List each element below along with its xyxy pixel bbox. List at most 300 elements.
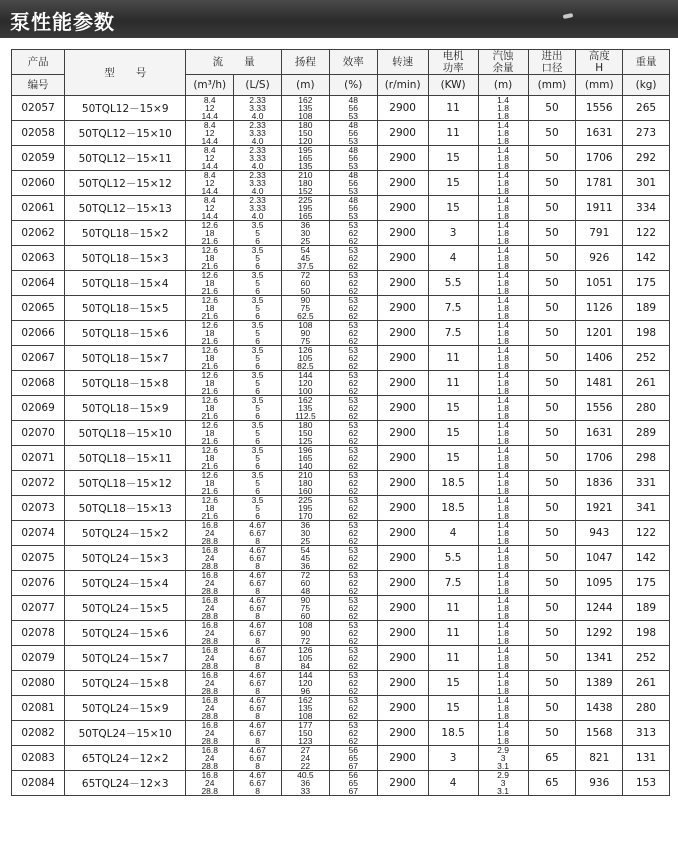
head-cell-value: 54 [300,545,311,555]
flow-ls-cell-value: 6 [255,411,260,421]
flow-m3h-cell-value: 16.8 [201,645,218,655]
npsh-cell [478,496,528,521]
npsh-cell-value: 1.8 [497,453,509,463]
efficiency-cell-value: 62 [348,311,358,321]
efficiency-cell-value: 53 [348,470,358,480]
model-cell: 50TQL24－15×8 [65,671,186,696]
flow-m3h-cell-value: 16.8 [201,770,218,780]
head-cell-value: 90 [300,628,311,638]
head-cell-value: 75 [300,303,311,313]
header-code: 产品 [12,50,65,75]
flow-m3h-cell [186,346,234,371]
efficiency-cell [329,371,377,396]
efficiency-cell-value: 53 [348,520,358,530]
npsh-cell-value: 1.8 [497,478,509,488]
flow-ls-cell [234,696,282,721]
head-cell-value: 36 [300,778,311,788]
flow-ls-cell-value: 3.5 [251,470,264,480]
flow-m3h-cell-value: 28.8 [201,636,218,646]
efficiency-cell-value: 53 [348,220,358,230]
flow-m3h-cell-value: 8.4 [203,145,216,155]
flow-ls-cell-value: 2.33 [249,170,266,180]
height-cell: 1706 [576,146,623,171]
head-cell-value: 150 [298,128,313,138]
table-row [12,246,670,271]
height-cell: 1126 [576,296,623,321]
head-cell [281,746,329,771]
head-cell [281,696,329,721]
weight-cell: 289 [623,421,670,446]
flow-ls-cell-value: 5 [255,403,260,413]
power-cell: 11 [428,96,478,121]
flow-ls-cell-value: 3.5 [251,370,264,380]
npsh-cell-value: 1.8 [497,511,509,521]
flow-ls-cell [234,296,282,321]
npsh-cell-value: 1.8 [497,111,509,121]
header-flow-unit-ls: (L/S) [234,75,282,96]
npsh-cell-value: 1.8 [497,528,509,538]
efficiency-cell [329,121,377,146]
head-cell [281,196,329,221]
efficiency-cell-value: 62 [348,736,358,746]
flow-m3h-cell-value: 14.4 [201,136,218,146]
npsh-cell-value: 1.8 [497,636,509,646]
head-cell-value: 45 [300,253,311,263]
head-cell-value: 135 [298,103,313,113]
header-model: 型 号 [65,50,186,96]
page-title: 泵性能参数 [10,10,115,34]
efficiency-cell-value: 53 [348,345,358,355]
efficiency-cell [329,571,377,596]
efficiency-cell-value: 53 [348,420,358,430]
npsh-cell-value: 1.4 [497,720,509,730]
efficiency-cell-value: 62 [348,328,358,338]
flow-ls-cell-value: 6.67 [249,753,266,763]
header-npsh: 汽蚀 余量 [478,50,528,75]
head-cell [281,646,329,671]
height-cell: 1556 [576,96,623,121]
flow-m3h-cell [186,421,234,446]
efficiency-cell [329,146,377,171]
efficiency-cell-value: 62 [348,378,358,388]
efficiency-cell [329,546,377,571]
npsh-cell-value: 1.8 [497,361,509,371]
npsh-cell-value: 1.4 [497,120,509,130]
flow-m3h-cell-value: 24 [204,728,215,738]
flow-ls-cell [234,521,282,546]
head-cell-value: 105 [298,353,313,363]
npsh-cell-value: 1.8 [497,586,509,596]
npsh-cell [478,146,528,171]
npsh-cell-value: 1.8 [497,436,509,446]
product-code-cell: 02071 [12,446,65,471]
power-cell: 15 [428,671,478,696]
head-cell-value: 180 [298,420,313,430]
efficiency-cell-value: 62 [348,478,358,488]
table-row [12,121,670,146]
efficiency-cell-value: 53 [348,320,358,330]
product-code-cell: 02080 [12,671,65,696]
head-cell [281,371,329,396]
speed-cell: 2900 [377,371,428,396]
efficiency-cell-value: 62 [348,411,358,421]
flow-m3h-cell-value: 21.6 [201,361,218,371]
product-code-cell: 02068 [12,371,65,396]
inlet-cell: 50 [528,546,576,571]
table-row [12,446,670,471]
head-cell-value: 108 [298,111,313,121]
flow-m3h-cell-value: 24 [204,628,215,638]
weight-cell: 189 [623,596,670,621]
npsh-cell-value: 1.8 [497,303,509,313]
flow-ls-cell [234,746,282,771]
efficiency-cell-value: 53 [348,245,358,255]
head-cell [281,721,329,746]
flow-ls-cell-value: 6.67 [249,778,266,788]
flow-m3h-cell-value: 16.8 [201,620,218,630]
product-code-cell: 02084 [12,771,65,796]
flow-ls-cell-value: 8 [255,711,260,721]
head-cell [281,321,329,346]
flow-m3h-cell-value: 18 [204,503,215,513]
speed-cell: 2900 [377,596,428,621]
table-row [12,721,670,746]
power-cell: 11 [428,596,478,621]
head-cell-value: 22 [300,761,311,771]
flow-m3h-cell-value: 21.6 [201,461,218,471]
npsh-cell-value: 1.4 [497,570,509,580]
flow-m3h-cell-value: 28.8 [201,711,218,721]
flow-ls-cell [234,621,282,646]
head-cell-value: 96 [300,686,311,696]
efficiency-cell-value: 62 [348,686,358,696]
efficiency-cell-value: 62 [348,536,358,546]
model-cell: 50TQL24－15×4 [65,571,186,596]
product-code-cell: 02078 [12,621,65,646]
weight-cell: 175 [623,571,670,596]
table-row [12,221,670,246]
flow-ls-cell-value: 4.67 [249,570,266,580]
flow-ls-cell-value: 4.67 [249,670,266,680]
head-cell-value: 36 [300,220,311,230]
efficiency-cell-value: 53 [348,445,358,455]
npsh-cell [478,246,528,271]
flow-ls-cell-value: 4.67 [249,720,266,730]
head-cell-value: 108 [298,320,313,330]
flow-ls-cell-value: 2.33 [249,95,266,105]
head-cell-value: 177 [298,720,313,730]
flow-m3h-cell-value: 21.6 [201,336,218,346]
head-cell-value: 75 [300,336,311,346]
flow-ls-cell-value: 6 [255,336,260,346]
head-cell-value: 27 [300,745,311,755]
npsh-cell-value: 3.1 [497,761,509,771]
efficiency-cell [329,96,377,121]
inlet-cell: 50 [528,646,576,671]
flow-ls-cell-value: 4.67 [249,695,266,705]
efficiency-cell-value: 53 [348,136,358,146]
flow-m3h-cell-value: 28.8 [201,611,218,621]
flow-ls-cell-value: 8 [255,786,260,796]
flow-m3h-cell-value: 12.6 [201,245,218,255]
efficiency-cell [329,471,377,496]
efficiency-cell [329,346,377,371]
npsh-cell-value: 1.4 [497,470,509,480]
weight-cell: 122 [623,521,670,546]
inlet-cell: 50 [528,596,576,621]
table-row [12,346,670,371]
flow-ls-cell [234,246,282,271]
flow-m3h-cell-value: 12.6 [201,495,218,505]
flow-ls-cell-value: 3.5 [251,220,264,230]
npsh-cell-value: 1.8 [497,136,509,146]
npsh-cell-value: 1.8 [497,653,509,663]
npsh-cell-value: 1.8 [497,253,509,263]
flow-m3h-cell-value: 14.4 [201,211,218,221]
power-cell: 18.5 [428,721,478,746]
height-cell: 1568 [576,721,623,746]
speed-cell: 2900 [377,421,428,446]
table-row [12,296,670,321]
weight-cell: 331 [623,471,670,496]
power-cell: 3 [428,746,478,771]
power-cell: 18.5 [428,496,478,521]
flow-m3h-cell [186,471,234,496]
flow-m3h-cell-value: 16.8 [201,670,218,680]
npsh-cell-value: 1.4 [497,295,509,305]
head-cell-value: 120 [298,378,313,388]
flow-m3h-cell-value: 8.4 [203,195,216,205]
efficiency-cell [329,496,377,521]
efficiency-cell [329,621,377,646]
flow-m3h-cell [186,546,234,571]
npsh-cell [478,771,528,796]
model-cell: 50TQL24－15×7 [65,646,186,671]
efficiency-cell [329,296,377,321]
efficiency-cell [329,171,377,196]
efficiency-cell-value: 56 [348,178,358,188]
head-cell [281,346,329,371]
npsh-cell-value: 1.4 [497,95,509,105]
flow-m3h-cell [186,371,234,396]
efficiency-cell-value: 53 [348,295,358,305]
head-cell-value: 150 [298,428,313,438]
speed-cell: 2900 [377,321,428,346]
table-row [12,171,670,196]
table-row [12,421,670,446]
npsh-cell-value: 1.8 [497,486,509,496]
npsh-cell-value: 1.8 [497,311,509,321]
power-cell: 15 [428,171,478,196]
decorative-mark [563,13,574,19]
flow-ls-cell-value: 3.5 [251,395,264,405]
efficiency-cell-value: 62 [348,261,358,271]
flow-m3h-cell [186,271,234,296]
inlet-cell: 50 [528,296,576,321]
efficiency-cell-value: 62 [348,561,358,571]
npsh-cell-value: 1.4 [497,670,509,680]
npsh-cell-value: 1.8 [497,286,509,296]
weight-cell: 334 [623,196,670,221]
table-row [12,471,670,496]
height-cell: 1047 [576,546,623,571]
head-cell [281,471,329,496]
head-cell [281,421,329,446]
npsh-cell-value: 1.8 [497,561,509,571]
weight-cell: 142 [623,246,670,271]
npsh-cell [478,371,528,396]
efficiency-cell [329,446,377,471]
efficiency-cell-value: 65 [348,753,358,763]
flow-ls-cell [234,771,282,796]
flow-m3h-cell-value: 12.6 [201,270,218,280]
head-cell-value: 37.5 [297,261,314,271]
efficiency-cell-value: 62 [348,628,358,638]
header-row-1 [12,50,670,75]
head-cell [281,596,329,621]
speed-cell: 2900 [377,496,428,521]
inlet-cell: 50 [528,271,576,296]
flow-m3h-cell-value: 28.8 [201,586,218,596]
head-cell-value: 60 [300,611,311,621]
head-cell-value: 180 [298,178,313,188]
inlet-cell: 50 [528,196,576,221]
npsh-cell-value: 1.8 [497,203,509,213]
head-cell-value: 62.5 [297,311,314,321]
flow-ls-cell-value: 8 [255,561,260,571]
table-row [12,571,670,596]
npsh-cell-value: 1.8 [497,128,509,138]
head-cell-value: 210 [298,470,313,480]
model-cell: 50TQL18－15×2 [65,221,186,246]
npsh-cell-value: 1.8 [497,228,509,238]
efficiency-cell-value: 62 [348,253,358,263]
model-cell: 50TQL24－15×2 [65,521,186,546]
header-power-unit: (KW) [428,75,478,96]
efficiency-cell [329,271,377,296]
flow-m3h-cell [186,771,234,796]
table-row [12,146,670,171]
efficiency-cell-value: 56 [348,103,358,113]
npsh-cell [478,421,528,446]
flow-ls-cell-value: 6 [255,361,260,371]
head-cell-value: 144 [298,370,313,380]
height-cell: 791 [576,221,623,246]
npsh-cell-value: 1.8 [497,386,509,396]
npsh-cell-value: 1.8 [497,261,509,271]
weight-cell: 313 [623,721,670,746]
model-cell: 50TQL12－15×10 [65,121,186,146]
flow-m3h-cell-value: 28.8 [201,536,218,546]
flow-ls-cell-value: 5 [255,503,260,513]
flow-m3h-cell-value: 21.6 [201,311,218,321]
head-cell-value: 123 [298,736,313,746]
npsh-cell-value: 1.8 [497,703,509,713]
efficiency-cell-value: 62 [348,703,358,713]
npsh-cell-value: 1.8 [497,603,509,613]
head-cell [281,771,329,796]
npsh-cell-value: 1.8 [497,103,509,113]
weight-cell: 175 [623,271,670,296]
flow-m3h-cell [186,171,234,196]
flow-m3h-cell-value: 24 [204,753,215,763]
head-cell-value: 60 [300,278,311,288]
flow-m3h-cell [186,646,234,671]
flow-ls-cell-value: 4.0 [251,136,264,146]
head-cell-value: 225 [298,495,313,505]
model-cell: 50TQL18－15×8 [65,371,186,396]
flow-ls-cell-value: 3.33 [249,153,266,163]
weight-cell: 198 [623,621,670,646]
header-head: 扬程 [281,50,329,75]
weight-cell: 252 [623,346,670,371]
efficiency-cell-value: 53 [348,395,358,405]
efficiency-cell-value: 53 [348,495,358,505]
product-code-cell: 02077 [12,596,65,621]
model-cell: 50TQL18－15×7 [65,346,186,371]
power-cell: 15 [428,446,478,471]
npsh-cell-value: 1.4 [497,370,509,380]
flow-ls-cell [234,171,282,196]
head-cell [281,571,329,596]
head-cell-value: 180 [298,120,313,130]
flow-m3h-cell-value: 12.6 [201,320,218,330]
efficiency-cell [329,596,377,621]
efficiency-cell-value: 62 [348,428,358,438]
flow-m3h-cell-value: 16.8 [201,695,218,705]
efficiency-cell-value: 62 [348,678,358,688]
table-row [12,371,670,396]
efficiency-cell-value: 53 [348,570,358,580]
inlet-cell: 50 [528,696,576,721]
power-cell: 7.5 [428,571,478,596]
npsh-cell-value: 1.8 [497,336,509,346]
table-row [12,321,670,346]
table-row [12,646,670,671]
weight-cell: 189 [623,296,670,321]
model-cell: 50TQL18－15×5 [65,296,186,321]
flow-ls-cell-value: 4.67 [249,545,266,555]
efficiency-cell-value: 62 [348,361,358,371]
head-cell-value: 195 [298,203,313,213]
efficiency-cell-value: 62 [348,436,358,446]
flow-ls-cell-value: 5 [255,428,260,438]
flow-ls-cell-value: 8 [255,611,260,621]
header-power: 电机 功率 [428,50,478,75]
head-cell [281,171,329,196]
product-code-cell: 02081 [12,696,65,721]
flow-ls-cell-value: 4.0 [251,211,264,221]
flow-ls-cell-value: 8 [255,761,260,771]
flow-m3h-cell-value: 12.6 [201,420,218,430]
flow-ls-cell [234,396,282,421]
efficiency-cell-value: 62 [348,453,358,463]
header-speed: 转速 [377,50,428,75]
speed-cell: 2900 [377,746,428,771]
head-cell-value: 152 [298,186,313,196]
efficiency-cell-value: 62 [348,528,358,538]
flow-m3h-cell-value: 24 [204,528,215,538]
header-efficiency: 效率 [329,50,377,75]
head-cell-value: 84 [300,661,311,671]
flow-ls-cell-value: 5 [255,303,260,313]
flow-ls-cell-value: 8 [255,661,260,671]
flow-ls-cell-value: 3.33 [249,103,266,113]
product-code-cell: 02062 [12,221,65,246]
npsh-cell [478,696,528,721]
flow-m3h-cell [186,446,234,471]
flow-ls-cell-value: 3.33 [249,203,266,213]
